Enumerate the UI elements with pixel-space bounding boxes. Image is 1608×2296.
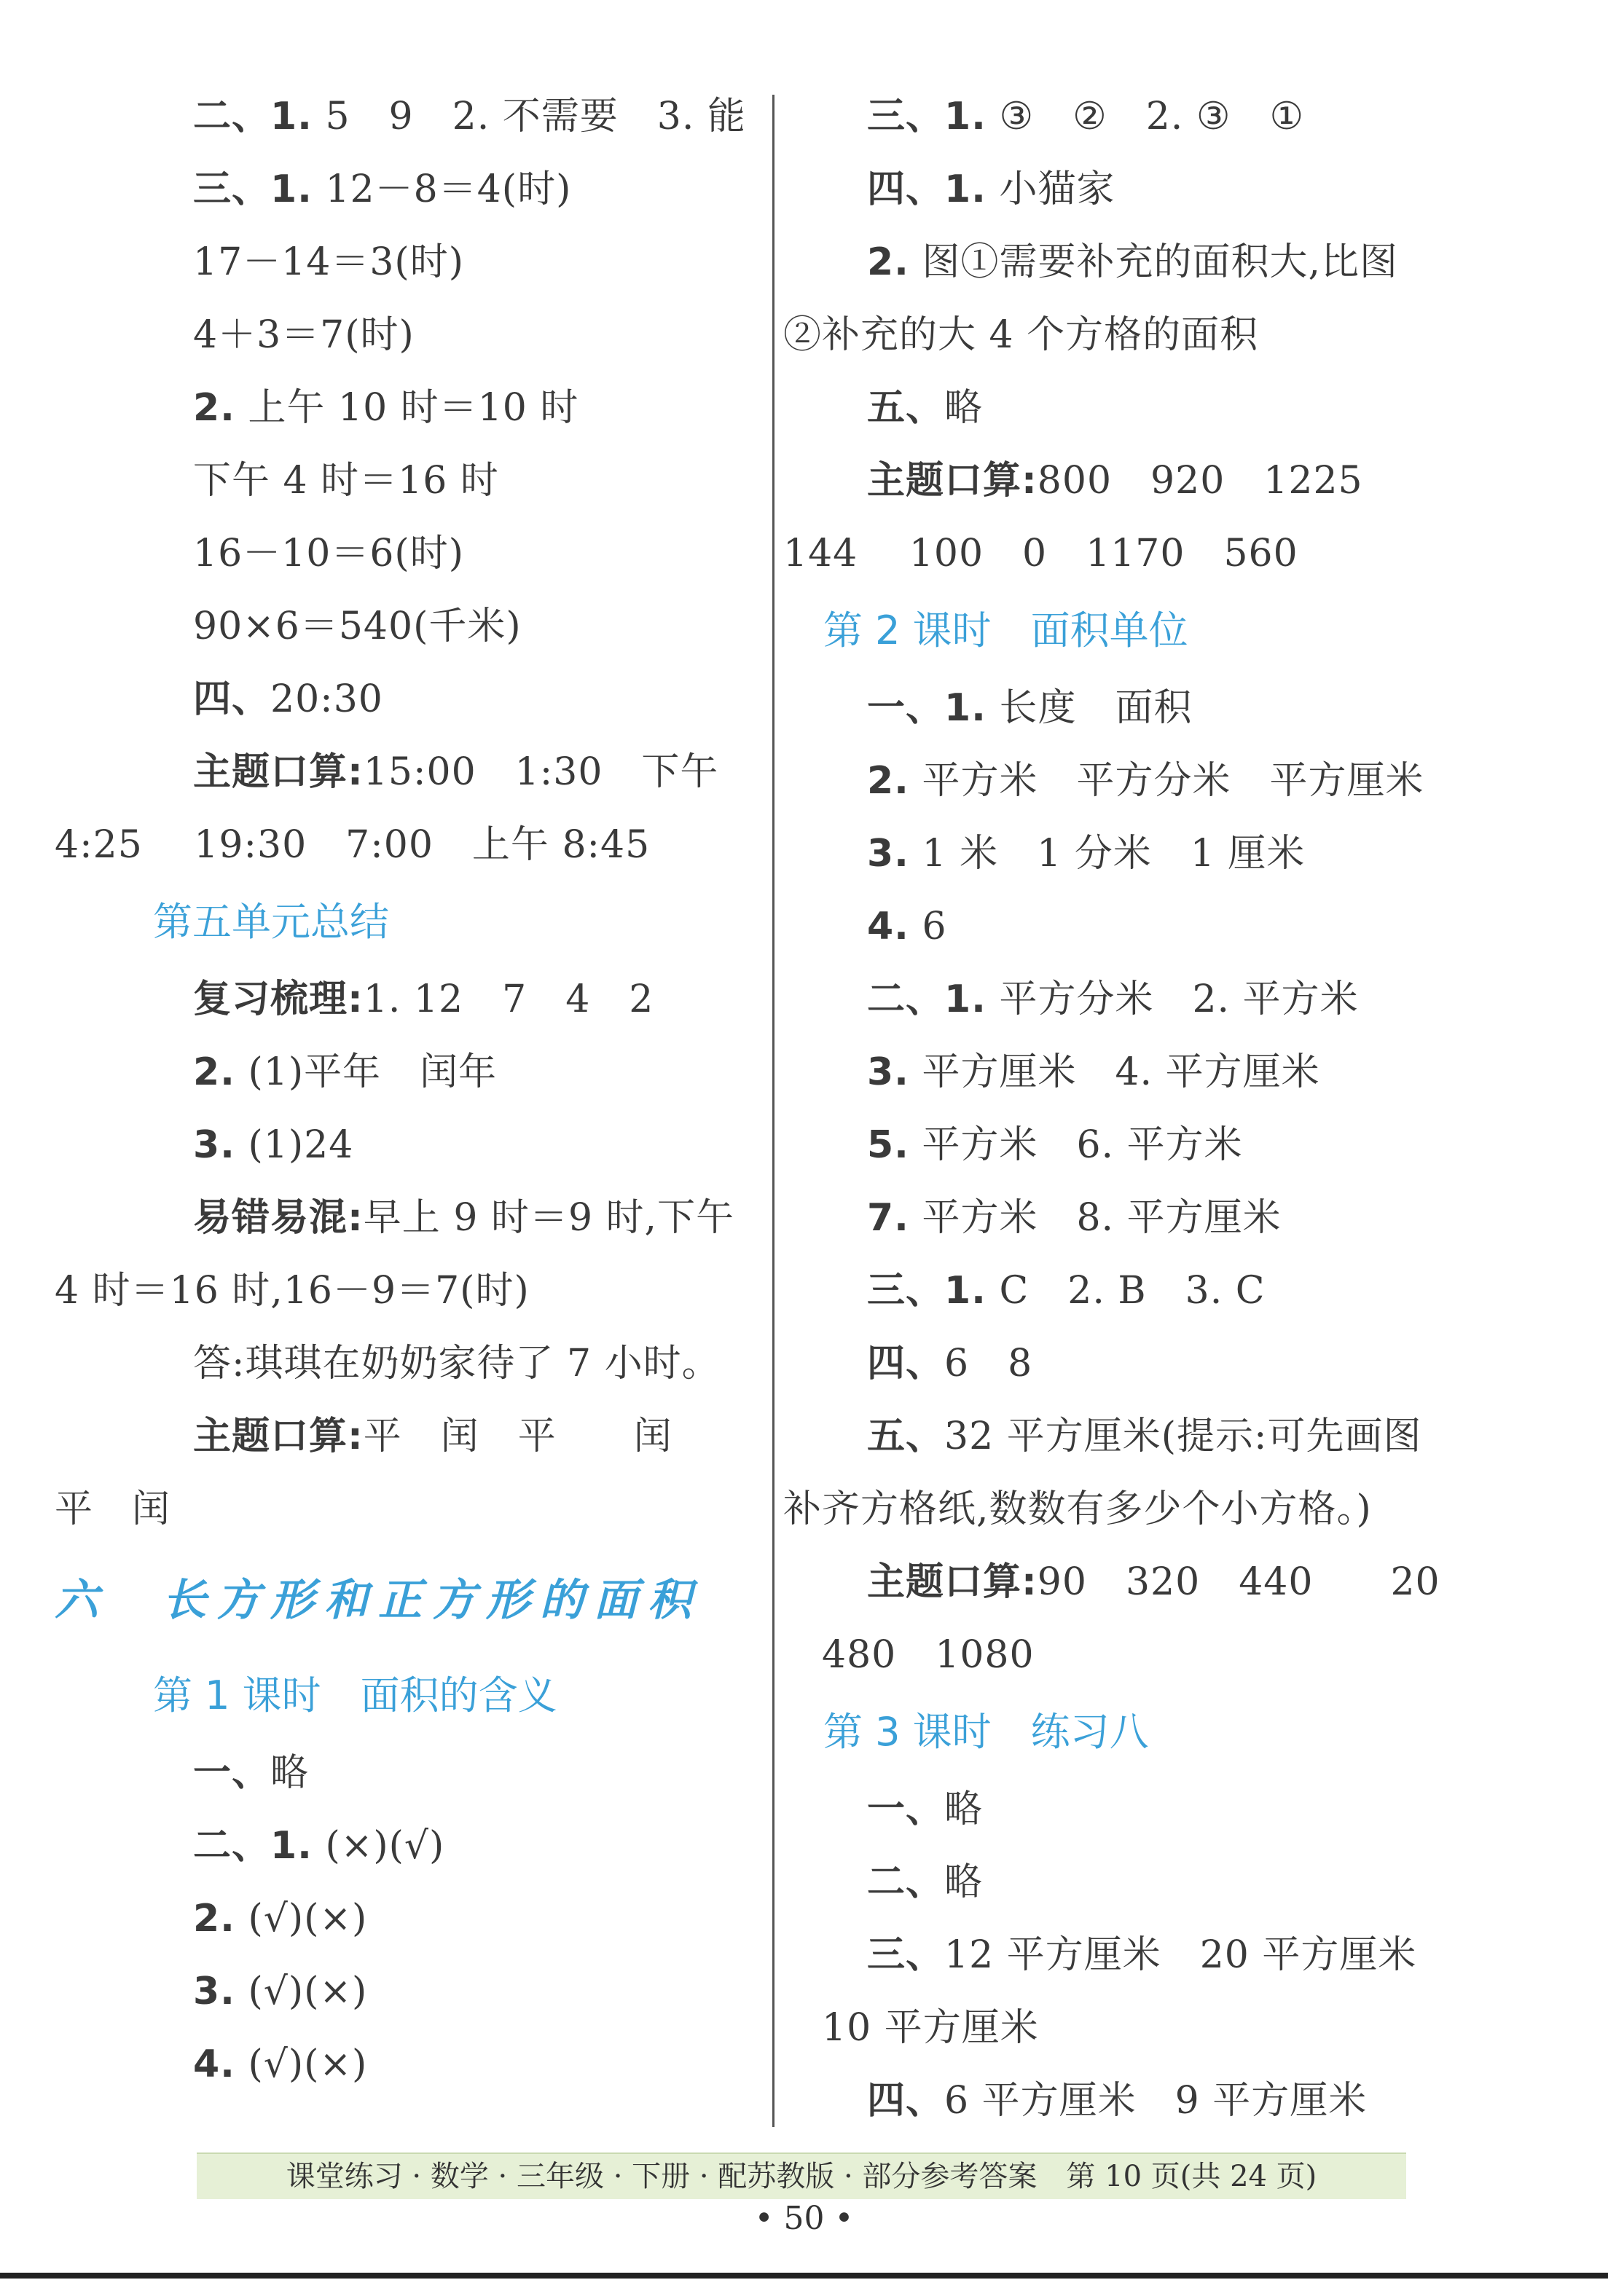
answer-text: 90 320 440 20: [1037, 1560, 1440, 1604]
answer-text: 1 米 1 分米 1 厘米: [909, 832, 1306, 876]
answer-line: [109, 1809, 765, 1882]
answer-line: [109, 1109, 765, 1182]
answer-label: 四、: [193, 677, 271, 721]
answer-text: ③ ② 2. ③ ①: [986, 95, 1305, 138]
answer-line: [783, 444, 1454, 517]
right-column: [783, 80, 1454, 2137]
section-heading: 第五单元总结: [153, 899, 389, 945]
answer-line: [783, 1327, 1454, 1400]
answer-line: [109, 663, 765, 736]
answer-text: (√)(×): [235, 2043, 368, 2086]
answer-text: (1)平年 闰年: [235, 1050, 498, 1094]
answer-line: [109, 1327, 765, 1400]
answer-text: 略: [944, 386, 984, 430]
answer-text: 上午 10 时＝10 时: [235, 386, 579, 430]
answer-line: [783, 744, 1454, 817]
answer-line: [109, 1955, 765, 2028]
answer-label: 2.: [193, 1897, 235, 1941]
answer-text: 略: [944, 1788, 984, 1831]
answer-text: 平 闰 平 闰: [363, 1415, 672, 1458]
answer-text: 6 平方厘米 9 平方厘米: [944, 2079, 1368, 2123]
answer-text: 平方分米 2. 平方米: [986, 978, 1359, 1021]
answer-line: [109, 517, 765, 590]
answer-line: [109, 226, 765, 299]
answer-text: 平方米 6. 平方米: [909, 1123, 1243, 1167]
answer-label: 五、: [867, 1415, 945, 1458]
answer-line: [109, 1882, 765, 1955]
answer-text: 补齐方格纸,数数有多少个小方格。): [783, 1487, 1372, 1531]
bottom-rule: [0, 2273, 1608, 2279]
answer-text: 4＋3＝7(时): [193, 313, 415, 357]
answer-label: 4.: [193, 2043, 235, 2086]
answer-text: (×)(√): [312, 1824, 445, 1868]
answer-line: [109, 1737, 765, 1809]
answer-text: 平方米 平方分米 平方厘米: [909, 759, 1424, 803]
answer-text: 4 时＝16 时,16－9＝7(时): [55, 1269, 530, 1313]
answer-label: 7.: [867, 1196, 909, 1240]
answer-text: 平方米 8. 平方厘米: [909, 1196, 1282, 1240]
answer-line: [783, 153, 1454, 226]
answer-label: 二、1.: [193, 1824, 313, 1868]
answer-label: 二、1.: [193, 95, 313, 138]
answer-label: 一、: [867, 1788, 945, 1831]
section-heading: 第 1 课时 面积的含义: [153, 1672, 557, 1718]
footer-banner: 课堂练习 · 数学 · 三年级 · 下册 · 配苏教版 · 部分参考答案 第 10 页(共 24 页): [197, 2152, 1406, 2199]
answer-label: 2.: [867, 759, 909, 803]
answer-text: 长度 面积: [986, 686, 1193, 730]
answer-label: 3.: [193, 1970, 235, 2013]
answer-line: [783, 1992, 1454, 2064]
answer-text: 5 9 2. 不需要 3. 能: [312, 95, 746, 138]
answer-line: [783, 817, 1454, 890]
answer-text: (1)24: [235, 1123, 354, 1167]
answer-label: 二、: [867, 1860, 945, 1904]
answer-text: 12 平方厘米 20 平方厘米: [944, 1933, 1417, 1977]
answer-text: 20:30: [270, 677, 383, 721]
answer-label: 4.: [867, 905, 909, 948]
answer-line: [109, 2028, 765, 2101]
answer-label: 主题口算:: [867, 459, 1038, 503]
answer-text: 15:00 1:30 下午: [363, 750, 719, 794]
answer-line: [783, 80, 1454, 153]
answer-text: 16－10＝6(时): [193, 532, 464, 575]
answer-text: 图①需要补充的面积大,比图: [909, 240, 1398, 284]
answer-text: C 2. B 3. C: [986, 1269, 1266, 1313]
answer-label: 四、: [867, 1342, 945, 1385]
answer-text: 答:琪琪在奶奶家待了 7 小时。: [193, 1342, 721, 1385]
answer-line: [109, 1400, 765, 1473]
answer-label: 四、1.: [867, 168, 987, 211]
answer-label: 3.: [867, 832, 909, 876]
answer-line: [783, 963, 1454, 1036]
answer-label: 5.: [867, 1123, 909, 1167]
answer-label: 三、1.: [867, 1269, 987, 1313]
answer-line: [109, 1036, 765, 1109]
answer-line: [783, 2064, 1454, 2137]
answer-line: [55, 1254, 765, 1327]
left-column: [55, 80, 765, 2101]
answer-line: [783, 517, 1454, 590]
answer-label: 2.: [193, 1050, 235, 1094]
answer-text: 6 8: [944, 1342, 1033, 1385]
answer-label: 五、: [867, 386, 945, 430]
page-number: • 50 •: [754, 2200, 854, 2237]
answer-line: [783, 672, 1454, 744]
answer-line: [783, 1036, 1454, 1109]
answer-text: (√)(×): [235, 1897, 368, 1941]
answer-text: 10 平方厘米: [783, 2006, 1039, 2050]
answer-text: 90×6＝540(千米): [193, 605, 522, 648]
answer-line: [783, 299, 1454, 371]
answer-text: 平 闰: [55, 1487, 171, 1531]
answer-line: [783, 1773, 1454, 1846]
answer-label: 复习梳理:: [193, 978, 364, 1021]
section-heading: 第 2 课时 面积单位: [823, 608, 1188, 653]
answer-text: 144 100 0 1170 560: [783, 532, 1298, 575]
answer-line: [109, 371, 765, 444]
answer-text: 12－8＝4(时): [312, 168, 572, 211]
answer-text: 4:25 19:30 7:00 上午 8:45: [55, 823, 651, 867]
answer-label: 主题口算:: [193, 750, 364, 794]
answer-line: [109, 736, 765, 809]
answer-text: 800 920 1225: [1037, 459, 1363, 503]
answer-label: 四、: [867, 2079, 945, 2123]
answer-label: 3.: [867, 1050, 909, 1094]
answer-label: 三、1.: [193, 168, 313, 211]
answer-text: 1. 12 7 4 2: [363, 978, 654, 1021]
answer-line: [783, 1473, 1454, 1546]
answer-line: [783, 1546, 1454, 1619]
answer-line: [55, 1473, 765, 1546]
answer-text: 略: [944, 1860, 984, 1904]
answer-line: [109, 1182, 765, 1254]
answer-line: [109, 80, 765, 153]
unit-heading: 六 长方形和正方形的面积: [55, 1575, 702, 1626]
answer-label: 2.: [867, 240, 909, 284]
answer-text: 32 平方厘米(提示:可先画图: [944, 1415, 1422, 1458]
section-heading: 第 3 课时 练习八: [823, 1709, 1149, 1755]
answer-line: [783, 1109, 1454, 1182]
answer-line: [783, 1919, 1454, 1992]
answer-line: [783, 1254, 1454, 1327]
answer-line: [783, 226, 1454, 299]
answer-text: 480 1080: [783, 1633, 1035, 1677]
answer-label: 一、: [193, 1751, 271, 1795]
answer-line: [783, 1846, 1454, 1919]
answer-label: 二、1.: [867, 978, 987, 1021]
answer-line: [109, 299, 765, 371]
answer-line: [109, 963, 765, 1036]
answer-text: 17－14＝3(时): [193, 240, 464, 284]
answer-line: [783, 1619, 1454, 1691]
answer-label: 一、1.: [867, 686, 987, 730]
answer-text: 6: [909, 905, 947, 948]
answer-line: [55, 809, 765, 881]
answer-label: 主题口算:: [867, 1560, 1038, 1604]
column-divider: [772, 95, 774, 2127]
answer-text: ②补充的大 4 个方格的面积: [783, 313, 1259, 357]
answer-label: 三、: [867, 1933, 945, 1977]
answer-text: (√)(×): [235, 1970, 368, 2013]
answer-line: [109, 153, 765, 226]
answer-text: 早上 9 时＝9 时,下午: [363, 1196, 735, 1240]
answer-line: [783, 371, 1454, 444]
answer-line: [783, 1400, 1454, 1473]
answer-line: [783, 890, 1454, 963]
answer-text: 略: [270, 1751, 310, 1795]
answer-text: 下午 4 时＝16 时: [193, 459, 499, 503]
answer-label: 易错易混:: [193, 1196, 364, 1240]
answer-line: [783, 1182, 1454, 1254]
answer-line: [109, 590, 765, 663]
answer-line: [109, 444, 765, 517]
answer-text: 小猫家: [986, 168, 1115, 211]
answer-label: 主题口算:: [193, 1415, 364, 1458]
answer-label: 2.: [193, 386, 235, 430]
answer-label: 3.: [193, 1123, 235, 1167]
answer-label: 三、1.: [867, 95, 987, 138]
answer-text: 平方厘米 4. 平方厘米: [909, 1050, 1320, 1094]
